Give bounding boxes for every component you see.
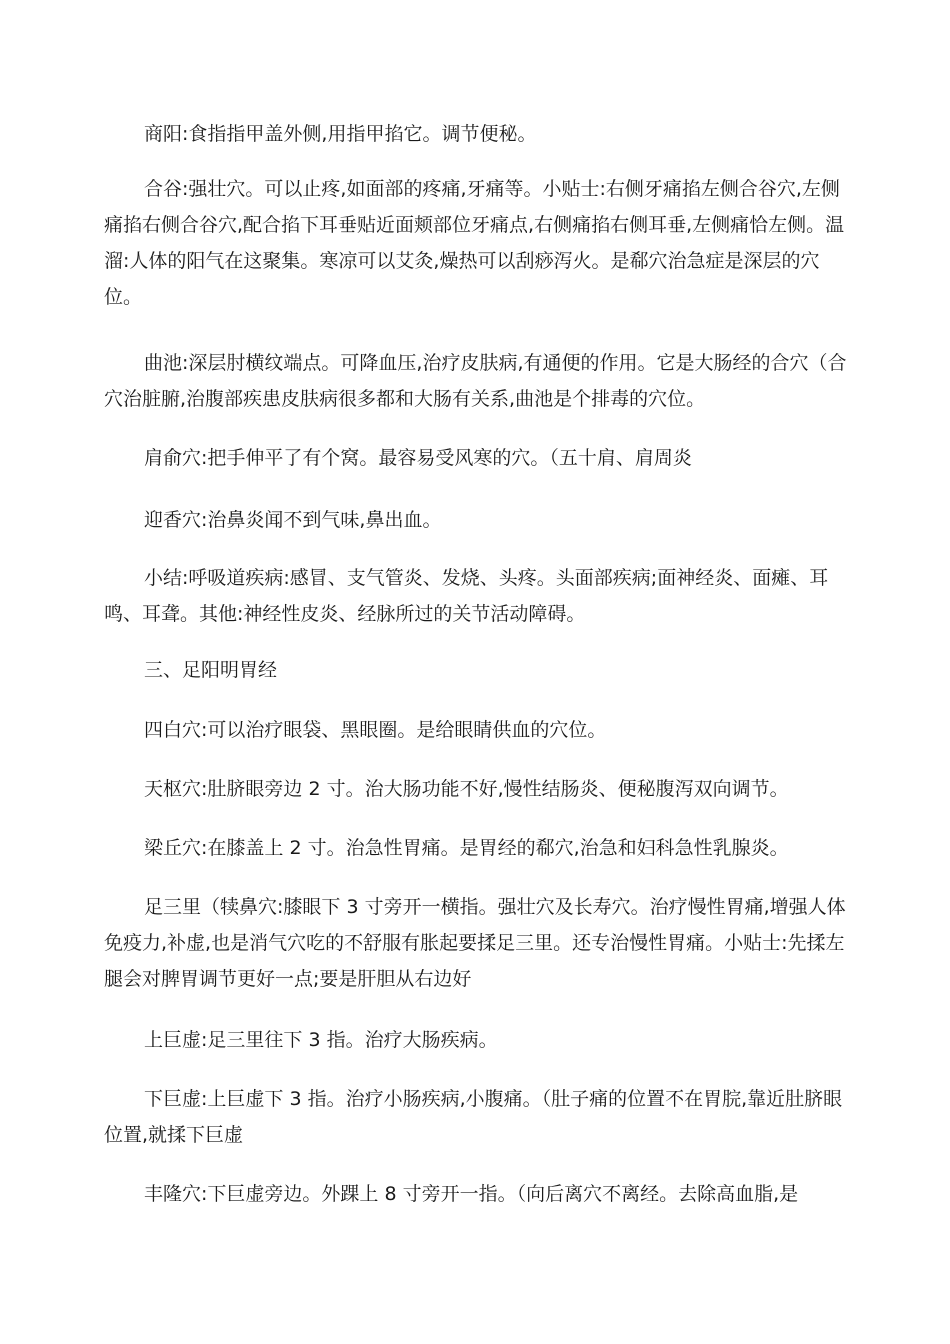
paragraph-jianyu: 肩俞穴:把手伸平了有个窝。最容易受风寒的穴。（五十肩、肩周炎 xyxy=(144,447,692,469)
paragraph-hegu: 合谷:强壮穴。可以止疼,如面部的疼痛,牙痛等。小贴士:右侧牙痛掐左侧合谷穴,左侧痛掐右侧合谷穴,配合掐下耳垂贴近面颊部位牙痛点,右侧痛掐右侧耳垂,左侧痛恰左侧。温溜:人体的阳气在这聚集。寒凉可以艾灸,燥热可以刮痧泻火。是郗穴治急症是深层的穴位。 xyxy=(104,178,845,308)
paragraph-fenglong: 丰隆穴:下巨虚旁边。外踝上 8 寸旁开一指。（向后离穴不离经。去除高血脂,是 xyxy=(144,1183,799,1205)
paragraph-liangqiu: 梁丘穴:在膝盖上 2 寸。治急性胃痛。是胃经的郗穴,治急和妇科急性乳腺炎。 xyxy=(144,837,789,859)
paragraph-shangjuxu: 上巨虚:足三里往下 3 指。治疗大肠疾病。 xyxy=(144,1029,498,1051)
section-heading-stomach-meridian: 三、足阳明胃经 xyxy=(144,659,278,681)
paragraph-xiajuxu: 下巨虚:上巨虚下 3 指。治疗小肠疾病,小腹痛。（肚子痛的位置不在胃脘,靠近肚脐眼位置,就揉下巨虚 xyxy=(104,1088,843,1146)
paragraph-summary: 小结:呼吸道疾病:感冒、支气管炎、发烧、头疼。头面部疾病;面神经炎、面瘫、耳鸣、耳聋。其他:神经性皮炎、经脉所过的关节活动障碍。 xyxy=(104,567,829,625)
paragraph-quchi: 曲池:深层肘横纹端点。可降血压,治疗皮肤病,有通便的作用。它是大肠经的合穴（合穴治脏腑,治腹部疾患皮肤病很多都和大肠有关系,曲池是个排毒的穴位。 xyxy=(104,352,847,410)
paragraph-zusanli: 足三里（犊鼻穴:膝眼下 3 寸旁开一横指。强壮穴及长寿穴。治疗慢性胃痛,增强人体免疫力,补虚,也是消气穴吃的不舒服有胀起要揉足三里。还专治慢性胃痛。小贴士:先揉左腿会对脾胃调节更好一点;要是肝胆从右边好 xyxy=(104,896,846,990)
paragraph-sibai: 四白穴:可以治疗眼袋、黑眼圈。是给眼睛供血的穴位。 xyxy=(144,719,607,741)
paragraph-shangyang: 商阳:食指指甲盖外侧,用指甲掐它。调节便秘。 xyxy=(144,123,537,145)
paragraph-yingxiang: 迎香穴:治鼻炎闻不到气味,鼻出血。 xyxy=(144,509,442,531)
paragraph-tianshu: 天枢穴:肚脐眼旁边 2 寸。治大肠功能不好,慢性结肠炎、便秘腹泻双向调节。 xyxy=(144,778,789,800)
